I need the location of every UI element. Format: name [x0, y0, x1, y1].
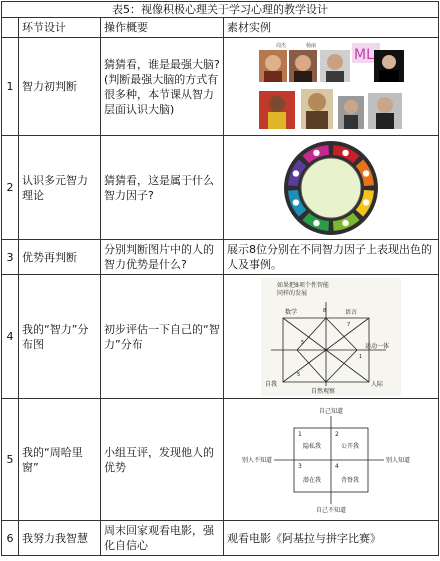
table-row [2, 275, 439, 399]
johari-quadrant-blind: 背脊我 [340, 476, 360, 484]
row-step: 我努力我智慧 [19, 521, 101, 556]
lesson-design-table-container [1, 1, 439, 559]
johari-right-label: 别人知道 [386, 456, 411, 464]
portrait-6 [259, 91, 295, 129]
johari-num-1: 1 [298, 430, 302, 438]
sketch-label-language: 语言 [345, 308, 358, 316]
row-number: 1 [2, 38, 19, 136]
row-number: 2 [2, 136, 19, 240]
sketch-label-interpersonal: 人际 [371, 380, 384, 388]
portrait-8 [338, 96, 364, 129]
portrait-2 [289, 50, 317, 82]
wheel-segment-icon [313, 149, 319, 155]
johari-quadrant-hidden: 隐私我 [302, 442, 322, 450]
row-material [224, 275, 439, 399]
wheel-center [301, 158, 361, 218]
johari-bottom-label: 自己不知道 [315, 506, 347, 514]
portrait-9 [368, 93, 402, 129]
sketch-label-math: 数学 [285, 308, 298, 316]
johari-left-label: 别人不知道 [242, 456, 273, 464]
intelligence-sketch-image [261, 278, 401, 396]
row-operation: 小组互评，发现他人的优势 [101, 399, 224, 521]
sketch-num-1: 8 [323, 307, 327, 314]
sketch-label-self: 自我 [265, 380, 278, 388]
sketch-note-1: 如果把8项个性智能 [277, 281, 329, 289]
row-operation: 分别判断图片中的人的智力优势是什么? [101, 240, 224, 275]
sketch-num-5: 5 [297, 371, 301, 378]
photo-label-1: 周杰 [276, 42, 287, 49]
table-caption: 表5：视像积极心理关于学习心理的教学设计 [2, 2, 439, 18]
table-row [2, 136, 439, 240]
row-material: 展示8位分别在不同智力因子上表现出色的人及事例。 [224, 240, 439, 275]
johari-num-2: 2 [335, 430, 339, 438]
row-material [224, 136, 439, 240]
header-no [2, 18, 19, 38]
row-step: 智力初判断 [19, 38, 101, 136]
johari-top-label: 自己知道 [318, 407, 344, 415]
row-operation: 初步评估一下自己的“智力”分布 [101, 275, 224, 399]
johari-num-3: 3 [298, 462, 302, 470]
table-row [2, 521, 439, 556]
portrait-1 [259, 50, 287, 82]
wheel-segment-icon [342, 149, 348, 155]
header-step: 环节设计 [19, 18, 101, 38]
wheel-segment-icon [293, 199, 299, 205]
row-step: 我的“智力”分布图 [19, 275, 101, 399]
row-number: 6 [2, 521, 19, 556]
photo-label-2: 杨丽 [306, 42, 317, 49]
johari-quadrant-unknown: 潜在我 [302, 476, 322, 484]
sketch-note-2: 同样的发展 [277, 289, 308, 297]
wheel-segment-icon [363, 199, 369, 205]
wheel-segment-icon [293, 170, 299, 176]
row-material: 观看电影《阿基拉与拼字比赛》 [224, 521, 439, 556]
portrait-5 [374, 50, 404, 82]
row-material [224, 38, 439, 136]
row-step: 我的“周哈里窗” [19, 399, 101, 521]
portraits-collage-image [256, 41, 406, 133]
table-row [2, 38, 439, 136]
row-operation: 周末回家观看电影，强化自信心 [101, 521, 224, 556]
row-operation: 猜猜看，谁是最强大脑?(判断最强大脑的方式有很多种，本节课从智力层面认识大脑) [101, 38, 224, 136]
portrait-7 [301, 89, 333, 129]
header-operation: 操作概要 [101, 18, 224, 38]
table-row [2, 399, 439, 521]
portrait-3 [320, 50, 350, 82]
sketch-num-4: 1 [359, 353, 363, 360]
wheel-segment-icon [363, 170, 369, 176]
row-number: 5 [2, 399, 19, 521]
row-step: 优势再判断 [19, 240, 101, 275]
wheel-segment-icon [313, 219, 319, 225]
lesson-design-table [1, 1, 439, 556]
johari-quadrant-open: 公开我 [340, 442, 360, 450]
row-number: 3 [2, 240, 19, 275]
row-step: 认识多元智力理论 [19, 136, 101, 240]
table-row [2, 240, 439, 275]
johari-num-4: 4 [335, 462, 339, 470]
sketch-label-sport: 运动一体 [365, 342, 390, 350]
sketch-num-3: 5 [301, 339, 305, 346]
header-material: 素材实例 [224, 18, 439, 38]
row-operation: 猜猜看，这是属于什么智力因子? [101, 136, 224, 240]
johari-window-diagram [238, 404, 424, 516]
sketch-label-nature: 自然观察 [311, 387, 336, 395]
svg-text:ML: ML [354, 46, 374, 63]
row-number: 4 [2, 275, 19, 399]
wheel-segment-icon [342, 219, 348, 225]
multiple-intelligence-wheel [281, 140, 381, 236]
row-material [224, 399, 439, 521]
sketch-num-2: 7 [347, 321, 351, 328]
